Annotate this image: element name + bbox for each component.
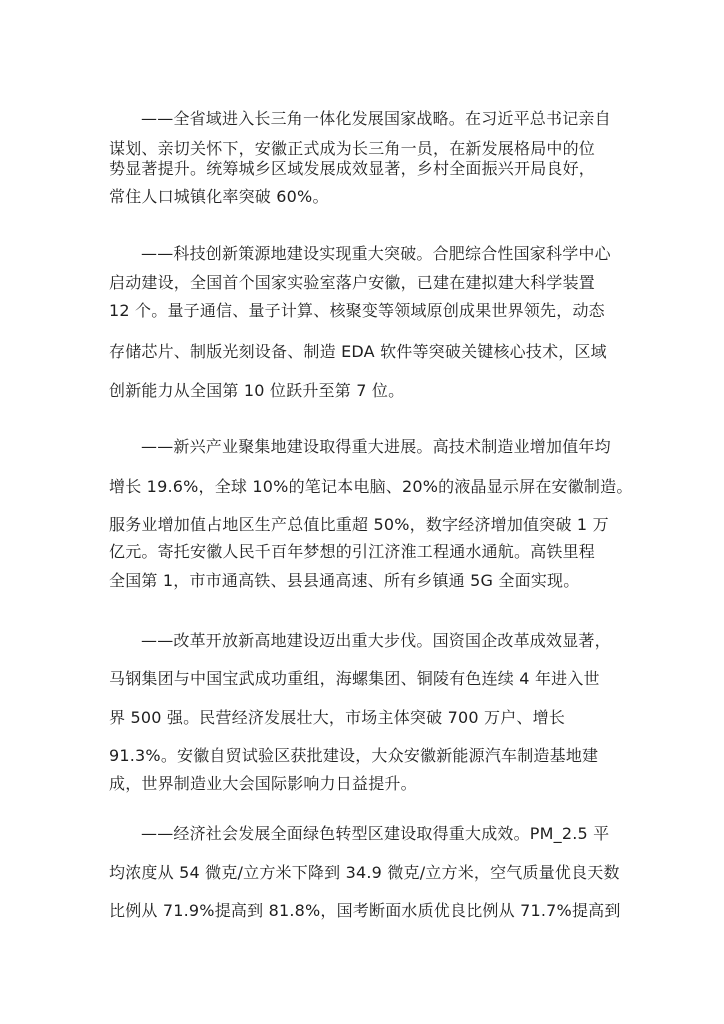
text-line: 91.3%。安徽自贸试验区获批建设，大众安徽新能源汽车制造基地建 bbox=[109, 746, 599, 765]
text-line: 界 500 强。民营经济发展壮大，市场主体突破 700 万户、增长 bbox=[109, 708, 566, 727]
text-line: ——新兴产业聚集地建设取得重大进展。高技术制造业增加值年均 bbox=[141, 437, 611, 456]
text-line: 谋划、亲切关怀下，安徽正式成为长三角一员，在新发展格局中的位 bbox=[109, 139, 596, 158]
text-line: 均浓度从 54 微克/立方米下降到 34.9 微克/立方米，空气质量优良天数 bbox=[109, 863, 620, 882]
text-line: 12 个。量子通信、量子计算、核聚变等领域原创成果世界领先，动态 bbox=[109, 301, 605, 320]
text-line: ——全省域进入长三角一体化发展国家战略。在习近平总书记亲自 bbox=[141, 109, 611, 128]
text-line: 存储芯片、制版光刻设备、制造 EDA 软件等突破关键核心技术，区域 bbox=[109, 342, 607, 361]
text-line: ——科技创新策源地建设实现重大突破。合肥综合性国家科学中心 bbox=[141, 244, 611, 263]
text-line: 全国第 1，市市通高铁、县县通高速、所有乡镇通 5G 全面实现。 bbox=[109, 571, 580, 590]
text-line: 创新能力从全国第 10 位跃升至第 7 位。 bbox=[109, 381, 405, 400]
text-line: 势显著提升。统筹城乡区域发展成效显著，乡村全面振兴开局良好， bbox=[109, 159, 596, 178]
text-line: ——改革开放新高地建设迈出重大步伐。国资国企改革成效显著， bbox=[141, 631, 611, 650]
text-line: 服务业增加值占地区生产总值比重超 50%，数字经济增加值突破 1 万 bbox=[109, 515, 609, 534]
text-line: 成，世界制造业大会国际影响力日益提升。 bbox=[109, 774, 417, 793]
text-line: ——经济社会发展全面绿色转型区建设取得重大成效。PM_2.5 平 bbox=[141, 824, 610, 843]
text-line: 亿元。寄托安徽人民千百年梦想的引江济淮工程通水通航。高铁里程 bbox=[109, 542, 596, 561]
text-line: 增长 19.6%，全球 10%的笔记本电脑、20%的液晶显示屏在安徽制造。 bbox=[109, 477, 633, 496]
text-line: 常住人口城镇化率突破 60%。 bbox=[109, 187, 329, 206]
text-line: 比例从 71.9%提高到 81.8%，国考断面水质优良比例从 71.7%提高到 bbox=[109, 901, 621, 920]
text-line: 启动建设，全国首个国家实验室落户安徽，已建在建拟建大科学装置 bbox=[109, 273, 596, 292]
text-line: 马钢集团与中国宝武成功重组，海螺集团、铜陵有色连续 4 年进入世 bbox=[109, 669, 600, 688]
